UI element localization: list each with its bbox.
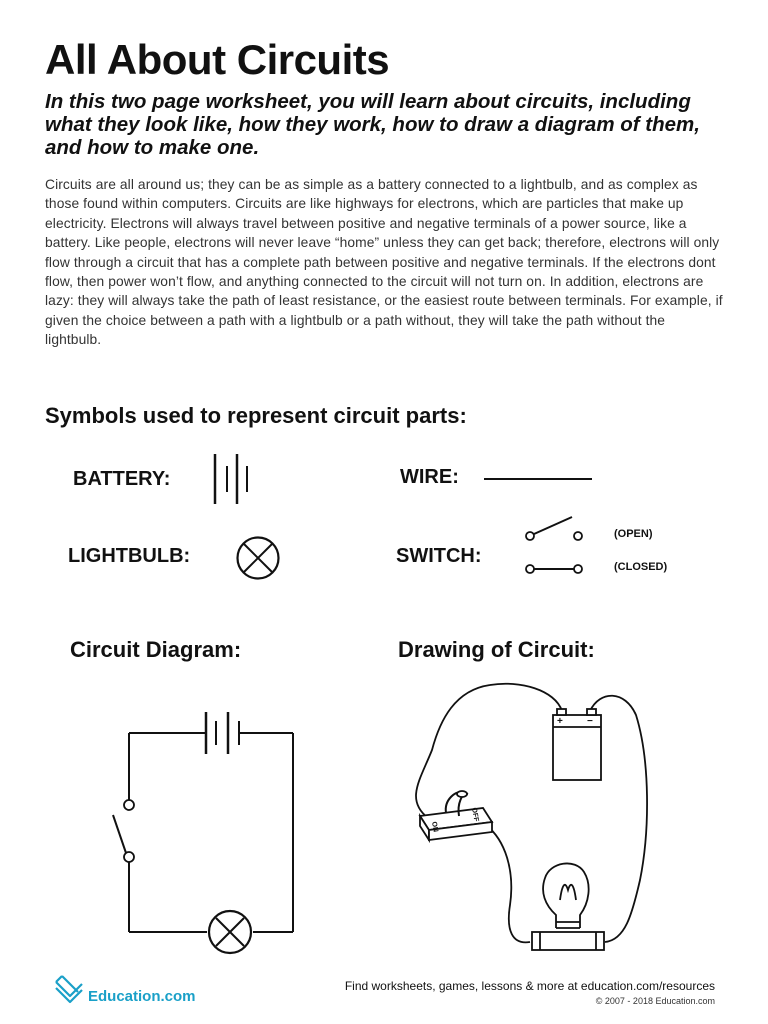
brand-name: Education.com [88,988,196,1005]
footer-link-text[interactable]: Find worksheets, games, lessons & more at education.com/resources [344,979,715,993]
page-subtitle: In this two page worksheet, you will learn about circuits, including what they look like, how they work, how to draw a diagram of them, and how to make one. [45,90,700,159]
switch-label: SWITCH: [396,545,482,567]
battery-minus-label: − [587,716,593,727]
lightbulb-label: LIGHTBULB: [68,545,191,567]
wire-label: WIRE: [400,466,459,488]
intro-paragraph: Circuits are all around us; they can be as simple as a battery connected to a lightbulb, and as complex as those found within computers. Circuits are like highways for electrons, which are particles that make up electricity. Electrons will always travel between positive and negative terminals of a power source, like a battery. Like people, electrons will never leave “home” unless they can get back; therefore, electrons will only flow through a circuit that has a complete path between positive and negative terminals. If the electrons dont flow, then power won’t flow, and anything connected to the circuit will not turn on. In addition, electrons are lazy: they will always take the path of least resistance, or the easiest route between terminals. For example, if given the choice between a path with a lightbulb or a path without, they will take the path without the lightbulb. [45,177,723,348]
drawing-of-circuit-heading: Drawing of Circuit: [398,637,595,662]
switch-open-label: (OPEN) [614,528,653,540]
switch-on-label: ON [430,821,439,833]
symbols-heading: Symbols used to represent circuit parts: [45,403,467,428]
education-logo-icon [52,972,86,1006]
battery-plus-label: + [557,716,563,727]
page-title: All About Circuits [45,36,390,83]
battery-label: BATTERY: [73,468,171,490]
circuit-diagram-heading: Circuit Diagram: [70,637,242,662]
switch-off-label: OFF [470,807,480,823]
footer-copyright: © 2007 - 2018 Education.com [595,996,715,1006]
switch-closed-label: (CLOSED) [614,561,668,573]
